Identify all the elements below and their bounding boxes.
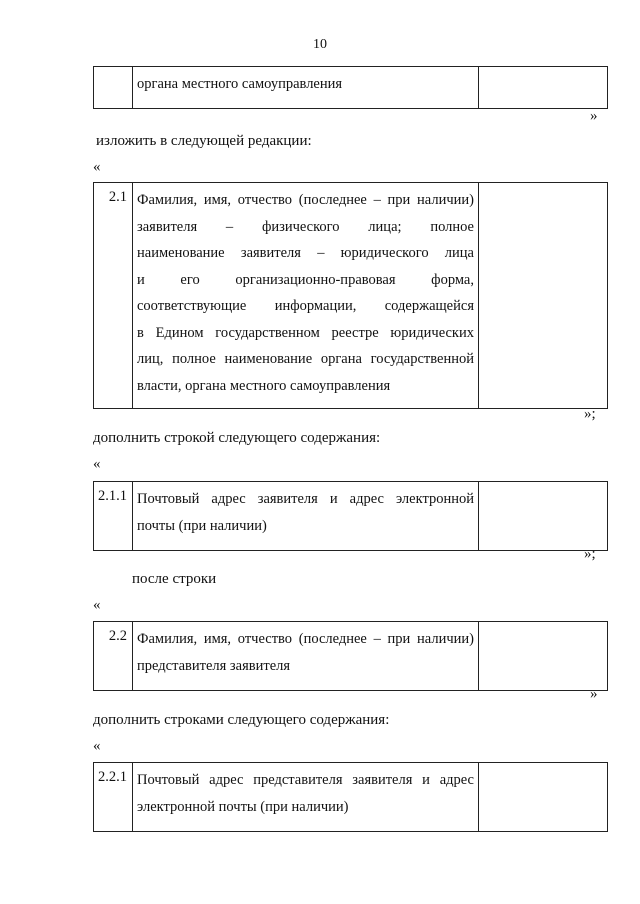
- description-line: заявителя – физического лица; полное: [137, 218, 474, 235]
- description-line: лиц, полное наименование органа государственной: [137, 351, 474, 367]
- instruction-text: дополнить строкой следующего содержания:: [93, 430, 381, 446]
- description-line: власти, органа местного самоуправления: [137, 377, 391, 394]
- row-number-cell: 2.2.1: [94, 763, 133, 832]
- closing-quote: »;: [584, 546, 596, 562]
- description-line: наименование заявителя – юридического лица: [137, 245, 474, 261]
- table-row: [94, 763, 608, 832]
- description-line: представителя заявителя: [137, 657, 291, 674]
- description-line: органа местного самоуправления: [137, 76, 343, 92]
- empty-cell: [479, 622, 608, 691]
- table-row-2-1-1: [93, 481, 608, 551]
- row-description-cell: [133, 622, 479, 691]
- empty-cell: [479, 763, 608, 832]
- empty-cell: [479, 482, 608, 551]
- closing-quote: »;: [584, 406, 596, 422]
- row-description-cell: [133, 183, 479, 409]
- description-line: Почтовый адрес представителя заявителя и адрес: [137, 772, 474, 788]
- empty-cell: [479, 183, 608, 409]
- table-row-2-2: [93, 621, 608, 691]
- description-line: Фамилия, имя, отчество (последнее – при наличии): [137, 631, 474, 647]
- opening-quote: «: [93, 456, 101, 472]
- row-number-cell: 2.1.1: [94, 482, 133, 551]
- description-line: в Едином государственном реестре юридических: [137, 324, 474, 341]
- row-number-cell: 2.2: [94, 622, 133, 691]
- table-row-2-2-1: [93, 762, 608, 832]
- empty-cell: [479, 67, 608, 109]
- table-row: [94, 67, 608, 109]
- description-line: электронной почты (при наличии): [137, 798, 349, 815]
- row-description-cell: [133, 67, 479, 109]
- closing-quote: »: [590, 686, 598, 702]
- row-description-cell: [133, 482, 479, 551]
- description-line: и его организационно-правовая форма,: [137, 271, 474, 288]
- row-number-cell: [94, 67, 133, 109]
- table-row: [94, 622, 608, 691]
- page-number: 10: [313, 37, 327, 52]
- opening-quote: «: [93, 738, 101, 754]
- table-row-2-1: [93, 182, 608, 409]
- description-line: Фамилия, имя, отчество (последнее – при наличии): [137, 192, 474, 208]
- table-fragment-1: [93, 66, 608, 109]
- table-row: [94, 482, 608, 551]
- table-row: [94, 183, 608, 409]
- instruction-text: изложить в следующей редакции:: [96, 133, 312, 149]
- description-line: почты (при наличии): [137, 517, 267, 534]
- opening-quote: «: [93, 159, 101, 175]
- closing-quote: »: [590, 108, 598, 124]
- description-line: Почтовый адрес заявителя и адрес электронной: [137, 491, 474, 507]
- row-description-cell: [133, 763, 479, 832]
- instruction-text: дополнить строками следующего содержания:: [93, 712, 390, 728]
- instruction-text: после строки: [132, 571, 217, 587]
- description-line: соответствующие информации, содержащейся: [137, 298, 474, 314]
- row-number-cell: 2.1: [94, 183, 133, 409]
- opening-quote: «: [93, 597, 101, 613]
